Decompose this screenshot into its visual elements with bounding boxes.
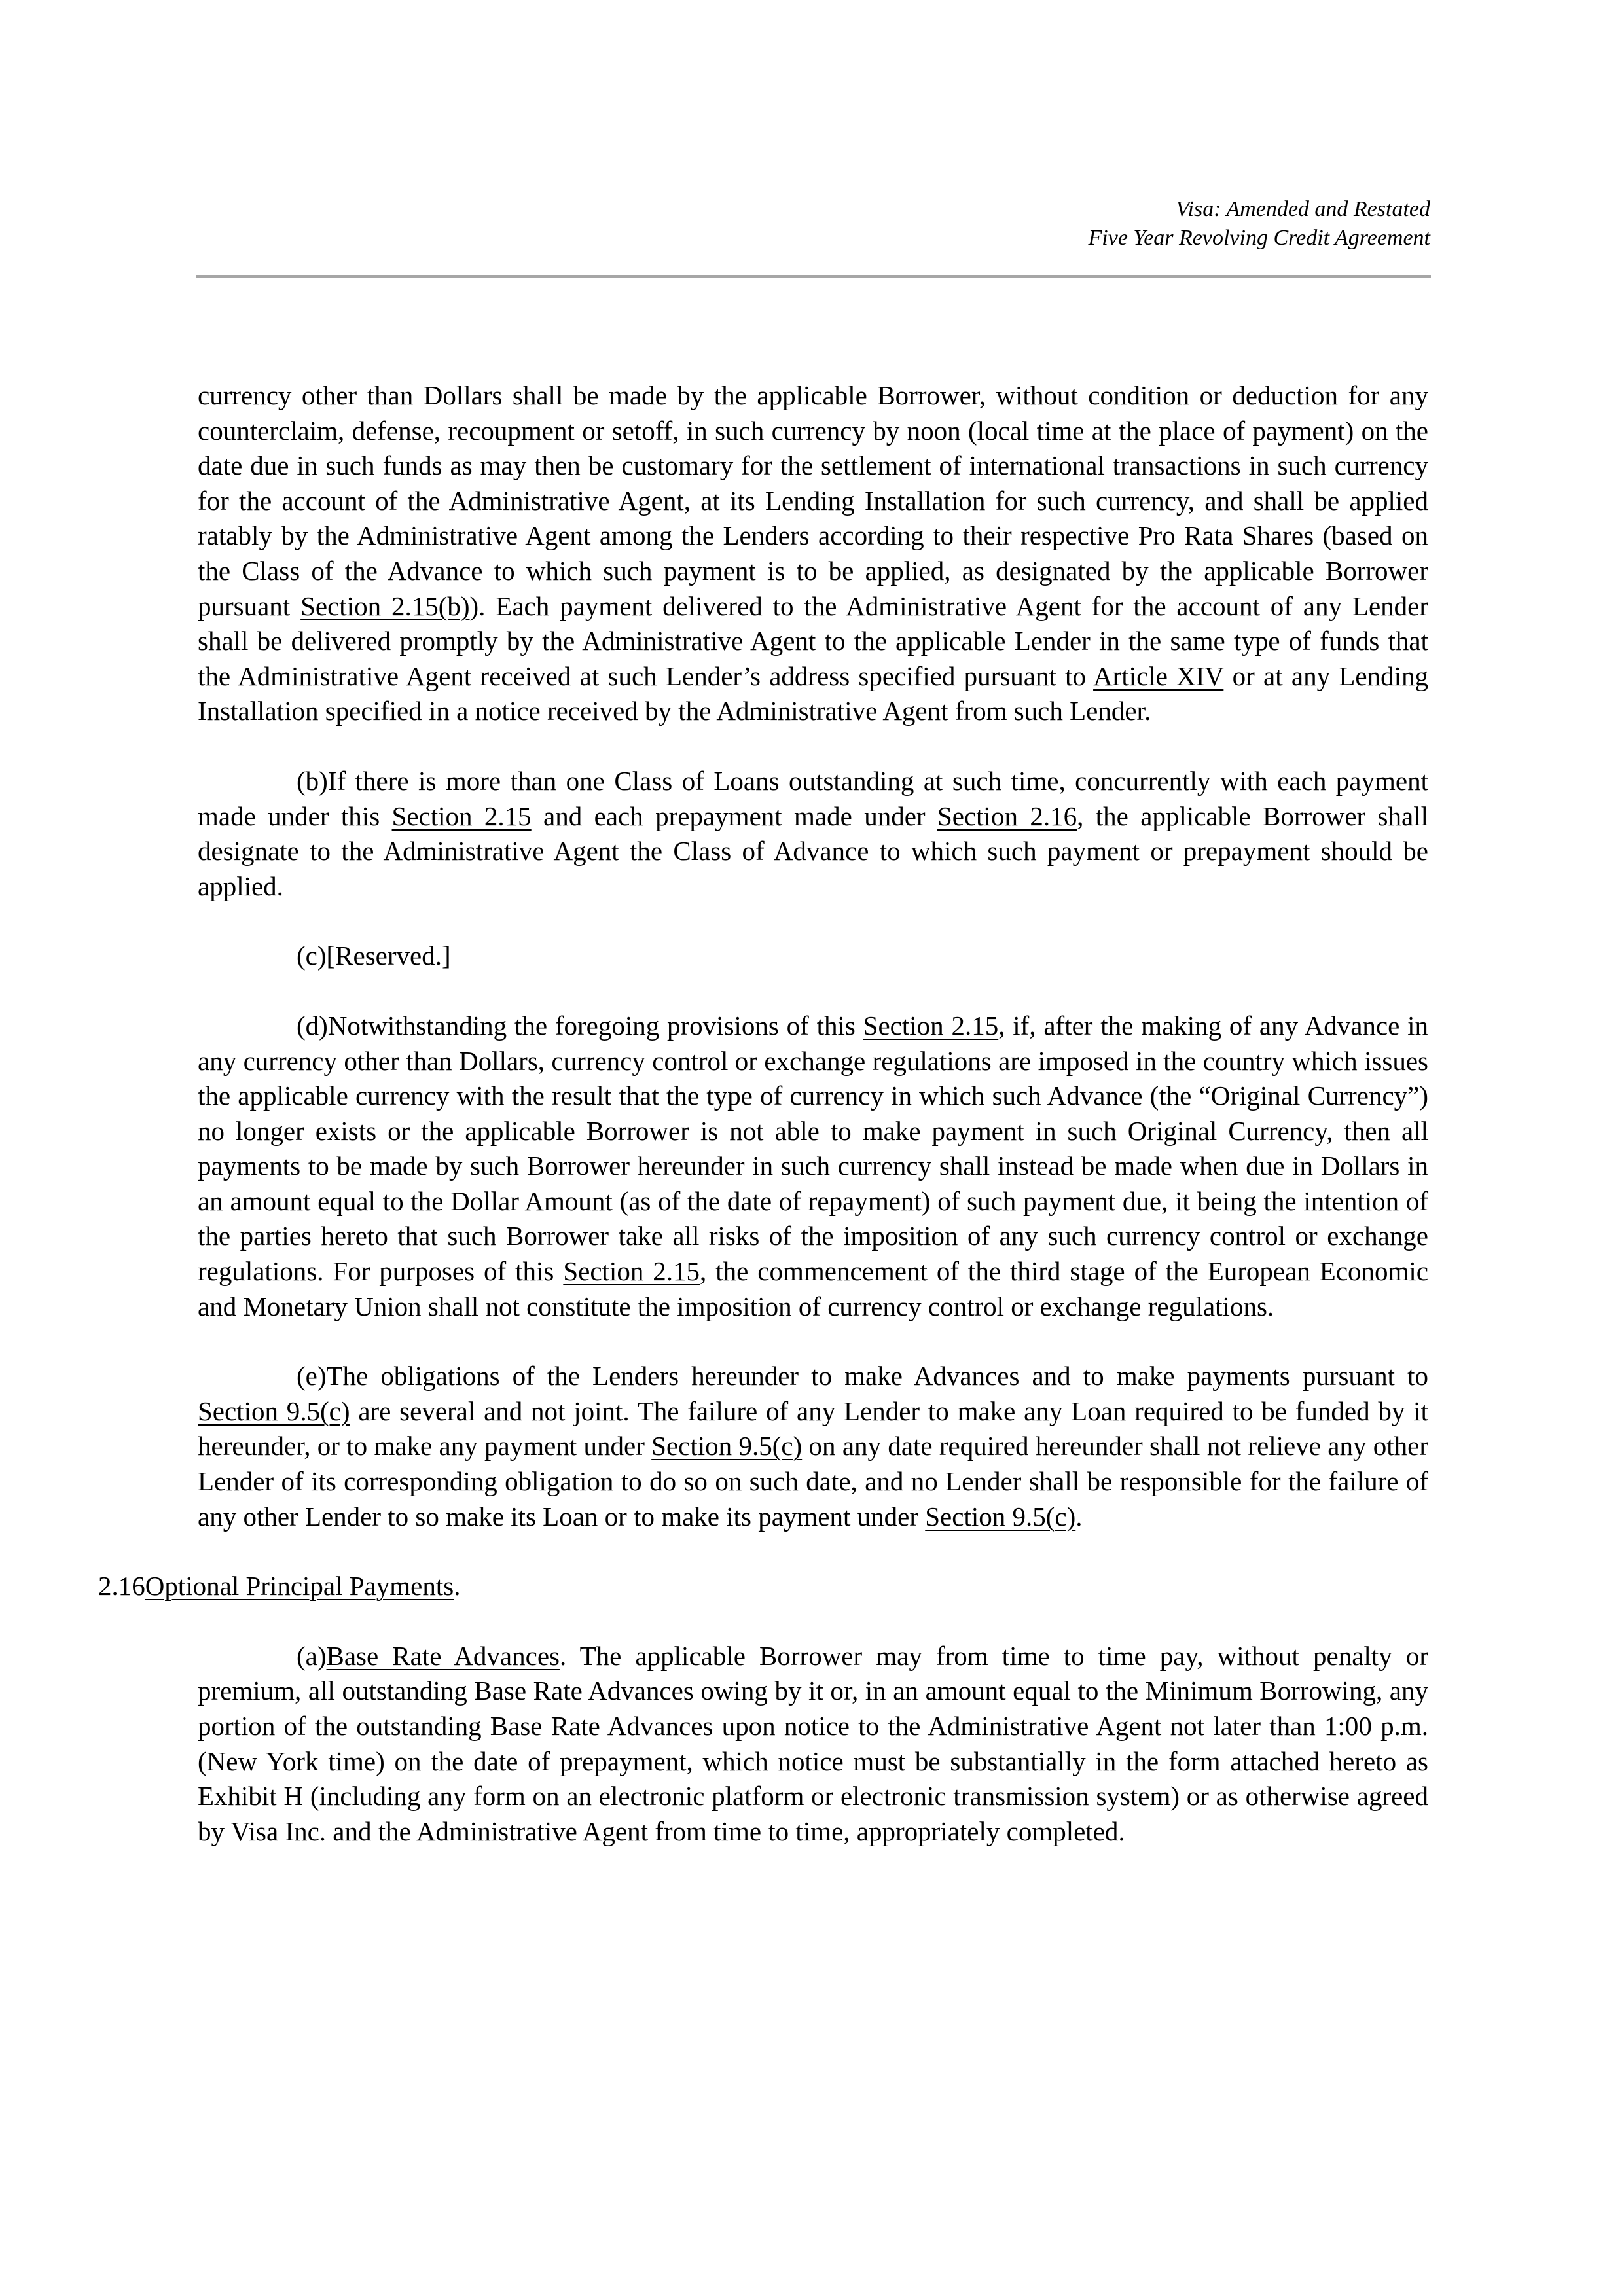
running-header: [1089, 195, 1430, 253]
paragraph-text: (c)[Reserved.]: [297, 941, 451, 971]
paragraph-text: , if, after the making of any Advance in any currency other than Dollars, currency control or exchange regulations are imposed in the country which issues the applicable currency with the result that the type of currency in which such Advance (the “Original Currency”) no longer exists or the applicable Borrower is not able to make payment in such Original Currency, then all payments to be made by such Borrower hereunder in such currency shall instead be made when due in Dollars in an amount equal to the Dollar Amount (as of the date of repayment) of such payment due, it being the intention of the parties hereto that such Borrower take all risks of the imposition of any such currency control or exchange regulations. For purposes of this: [198, 1010, 1429, 1287]
header-line-1: Visa: Amended and Restated: [1176, 197, 1430, 221]
paragraph-text: (d)Notwithstanding the foregoing provisions of this: [297, 1010, 863, 1041]
section-title-period: .: [454, 1571, 461, 1602]
cross-reference-link[interactable]: Section 2.15: [391, 800, 532, 831]
paragraph-text: are several and not joint. The failure of any Lender to make any Loan required to be funded by it hereunder, or to make any payment under: [198, 1395, 1428, 1462]
section-title: Optional Principal Payments: [145, 1571, 454, 1602]
cross-reference-link[interactable]: Section 2.16: [937, 800, 1077, 831]
paragraph-b: [198, 764, 1428, 904]
paragraph-text: on any date required hereunder shall not relieve any other Lender of its corresponding obligation to do so on such date, and no Lender shall be responsible for the failure of any other Lender to so make its Loan or to make its payment under: [198, 1431, 1428, 1532]
cross-reference-link[interactable]: Section 2.15(b): [300, 590, 470, 621]
paragraph-text: currency other than Dollars shall be made by the applicable Borrower, without condition or deduction for any counterclaim, defense, recoupment or setoff, in such currency by noon (local time at the place of payment) on the date due in such funds as may then be customary for the settlement of international transactions in such currency for the account of the Administrative Agent, at its Lending Installation for such currency, and shall be applied ratably by the Administrative Agent among the Lenders according to their respective Pro Rata Shares (based on the Class of the Advance to which such payment is to be applied, as designated by the applicable Borrower pursuant: [198, 380, 1428, 621]
section-number: 2.16: [98, 1571, 145, 1602]
paragraph-text: and each prepayment made under: [531, 800, 937, 831]
section-heading: [98, 1569, 1428, 1604]
header-rule: [196, 275, 1431, 278]
paragraph-text: .: [1075, 1501, 1083, 1532]
document-body: [98, 378, 1429, 1884]
paragraph-d: [198, 1009, 1428, 1324]
cross-reference-link[interactable]: Section 9.5(c): [925, 1501, 1076, 1532]
paragraph-text: (e)The obligations of the Lenders hereunder to make Advances and to make payments pursuant to: [297, 1361, 1428, 1391]
cross-reference-link[interactable]: Section 9.5(c): [198, 1395, 350, 1426]
cross-reference-link[interactable]: Section 9.5(c): [651, 1431, 803, 1462]
paragraph-text: (b)If there is more than one Class of Loans outstanding at such time, concurrently with each payment made under this: [198, 765, 1428, 831]
cross-reference-link[interactable]: Section 2.15: [563, 1256, 700, 1287]
header-line-2: Five Year Revolving Credit Agreement: [1088, 226, 1430, 250]
cross-reference-link[interactable]: Article XIV: [1093, 660, 1224, 691]
paragraph-c: [198, 939, 1428, 974]
paragraph-text: , the commencement of the third stage of the European Economic and Monetary Union shall not constitute the imposition of currency control or exchange regulations.: [198, 1256, 1429, 1321]
paragraph-continuation: [198, 378, 1428, 729]
paragraph-text: . The applicable Borrower may from time to time pay, without penalty or premium, all outstanding Base Rate Advances owing by it or, in an amount equal to the Minimum Borrowing, any portion of the outstanding Base Rate Advances upon notice to the Administrative Agent not later than 1:00 p.m. (New York time) on the date of prepayment, which notice must be substantially in the form attached hereto as Exhibit H (including any form on an electronic platform or electronic transmission system) or as otherwise agreed by Visa Inc. and the Administrative Agent from time to time, appropriately completed.: [198, 1640, 1428, 1846]
paragraph-text: ). Each payment delivered to the Administrative Agent for the account of any Lender shall be delivered promptly by the Administrative Agent to the applicable Lender in the same type of funds that the Administrative Agent received at such Lender’s address specified pursuant to: [198, 590, 1428, 691]
paragraph-text: or at any Lending Installation specified in a notice received by the Administrative Agent from such Lender.: [198, 660, 1428, 726]
subsection-title: Base Rate Advances: [326, 1640, 560, 1671]
cross-reference-link[interactable]: Section 2.15: [863, 1010, 999, 1041]
paragraph-a: [198, 1639, 1428, 1850]
paragraph-text: (a): [297, 1640, 327, 1671]
paragraph-text: , the applicable Borrower shall designate to the Administrative Agent the Class of Advance to which such payment or prepayment should be applied.: [198, 800, 1428, 901]
paragraph-e: [198, 1359, 1428, 1534]
